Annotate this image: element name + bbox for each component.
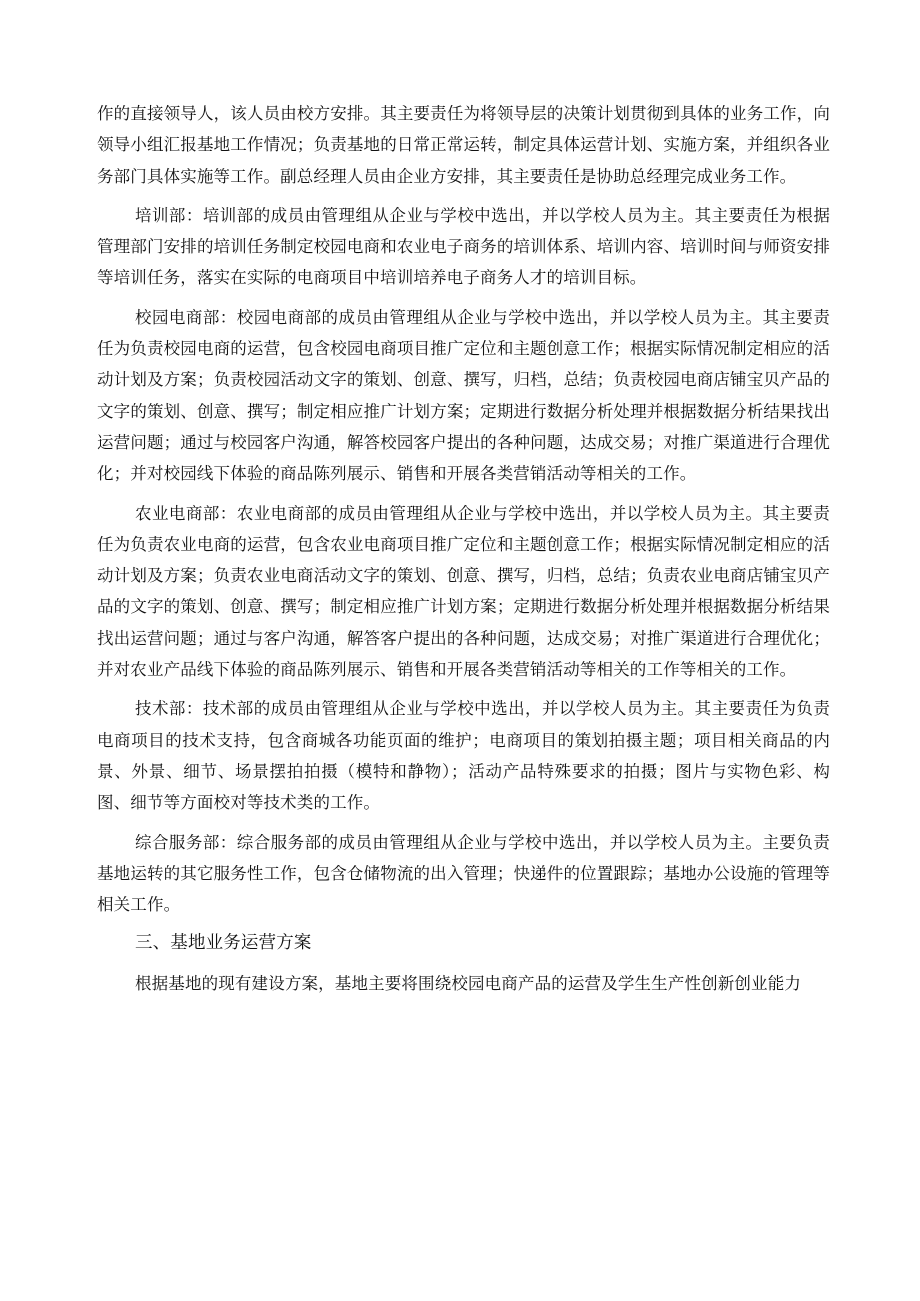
paragraph-technology-department: 技术部：技术部的成员由管理组从企业与学校中选出，并以学校人员为主。其主要责任为负责电商项目的技术支持，包含商城各功能页面的维护；电商项目的策划拍摄主题；项目相关商品的内景、外景、细节、场景摆拍拍摄（模特和静物）；活动产品特殊要求的拍摄；图片与实物色彩、构图、细节等方面校对等技术类的工作。	[97, 699, 830, 813]
paragraph-operations-plan-intro: 根据基地的现有建设方案，基地主要将围绕校园电商产品的运营及学生生产性创新创业能力	[135, 973, 801, 993]
paragraph-agriculture-ecommerce-department: 农业电商部：农业电商部的成员由管理组从企业与学校中选出，并以学校人员为主。其主要责任为负责农业电商的运营，包含农业电商项目推广定位和主题创意工作；根据实际情况制定相应的活动计划及方案；负责农业电商活动文字的策划、创意、撰写，归档，总结；负责农业电商店铺宝贝产品的文字的策划、创意、撰写；制定相应推广计划方案；定期进行数据分析处理并根据数据分析结果找出运营问题；通过与客户沟通，解答客户提出的各种问题，达成交易；对推广渠道进行合理优化；并对农业产品线下体验的商品陈列展示、销售和开展各类营销活动等相关的工作等相关的工作。	[97, 503, 830, 680]
paragraph-training-department: 培训部：培训部的成员由管理组从企业与学校中选出，并以学校人员为主。其主要责任为根据管理部门安排的培训任务制定校园电商和农业电子商务的培训体系、培训内容、培训时间与师资安排等培训任务，落实在实际的电商项目中培训培养电子商务人才的培训目标。	[97, 205, 830, 288]
paragraph-campus-ecommerce-department: 校园电商部：校园电商部的成员由管理组从企业与学校中选出，并以学校人员为主。其主要责任为负责校园电商的运营，包含校园电商项目推广定位和主题创意工作；根据实际情况制定相应的活动计划及方案；负责校园活动文字的策划、创意、撰写，归档，总结；负责校园电商店铺宝贝产品的文字的策划、创意、撰写；制定相应推广计划方案；定期进行数据分析处理并根据数据分析结果找出运营问题；通过与校园客户沟通，解答校园客户提出的各种问题，达成交易；对推广渠道进行合理优化；并对校园线下体验的商品陈列展示、销售和开展各类营销活动等相关的工作。	[97, 307, 830, 484]
document-body	[97, 98, 830, 999]
paragraph-leadership-duties: 作的直接领导人，该人员由校方安排。其主要责任为将领导层的决策计划贯彻到具体的业务工作，向领导小组汇报基地工作情况；负责基地的日常正常运转，制定具体运营计划、实施方案，并组织各业务部门具体实施等工作。副总经理人员由企业方安排，其主要责任是协助总经理完成业务工作。	[97, 104, 830, 186]
section-heading: 三、基地业务运营方案	[135, 933, 312, 954]
paragraph-general-services-department: 综合服务部：综合服务部的成员由管理组从企业与学校中选出，并以学校人员为主。主要负责基地运转的其它服务性工作，包含仓储物流的出入管理；快递件的位置跟踪；基地办公设施的管理等相关工作。	[97, 832, 830, 915]
